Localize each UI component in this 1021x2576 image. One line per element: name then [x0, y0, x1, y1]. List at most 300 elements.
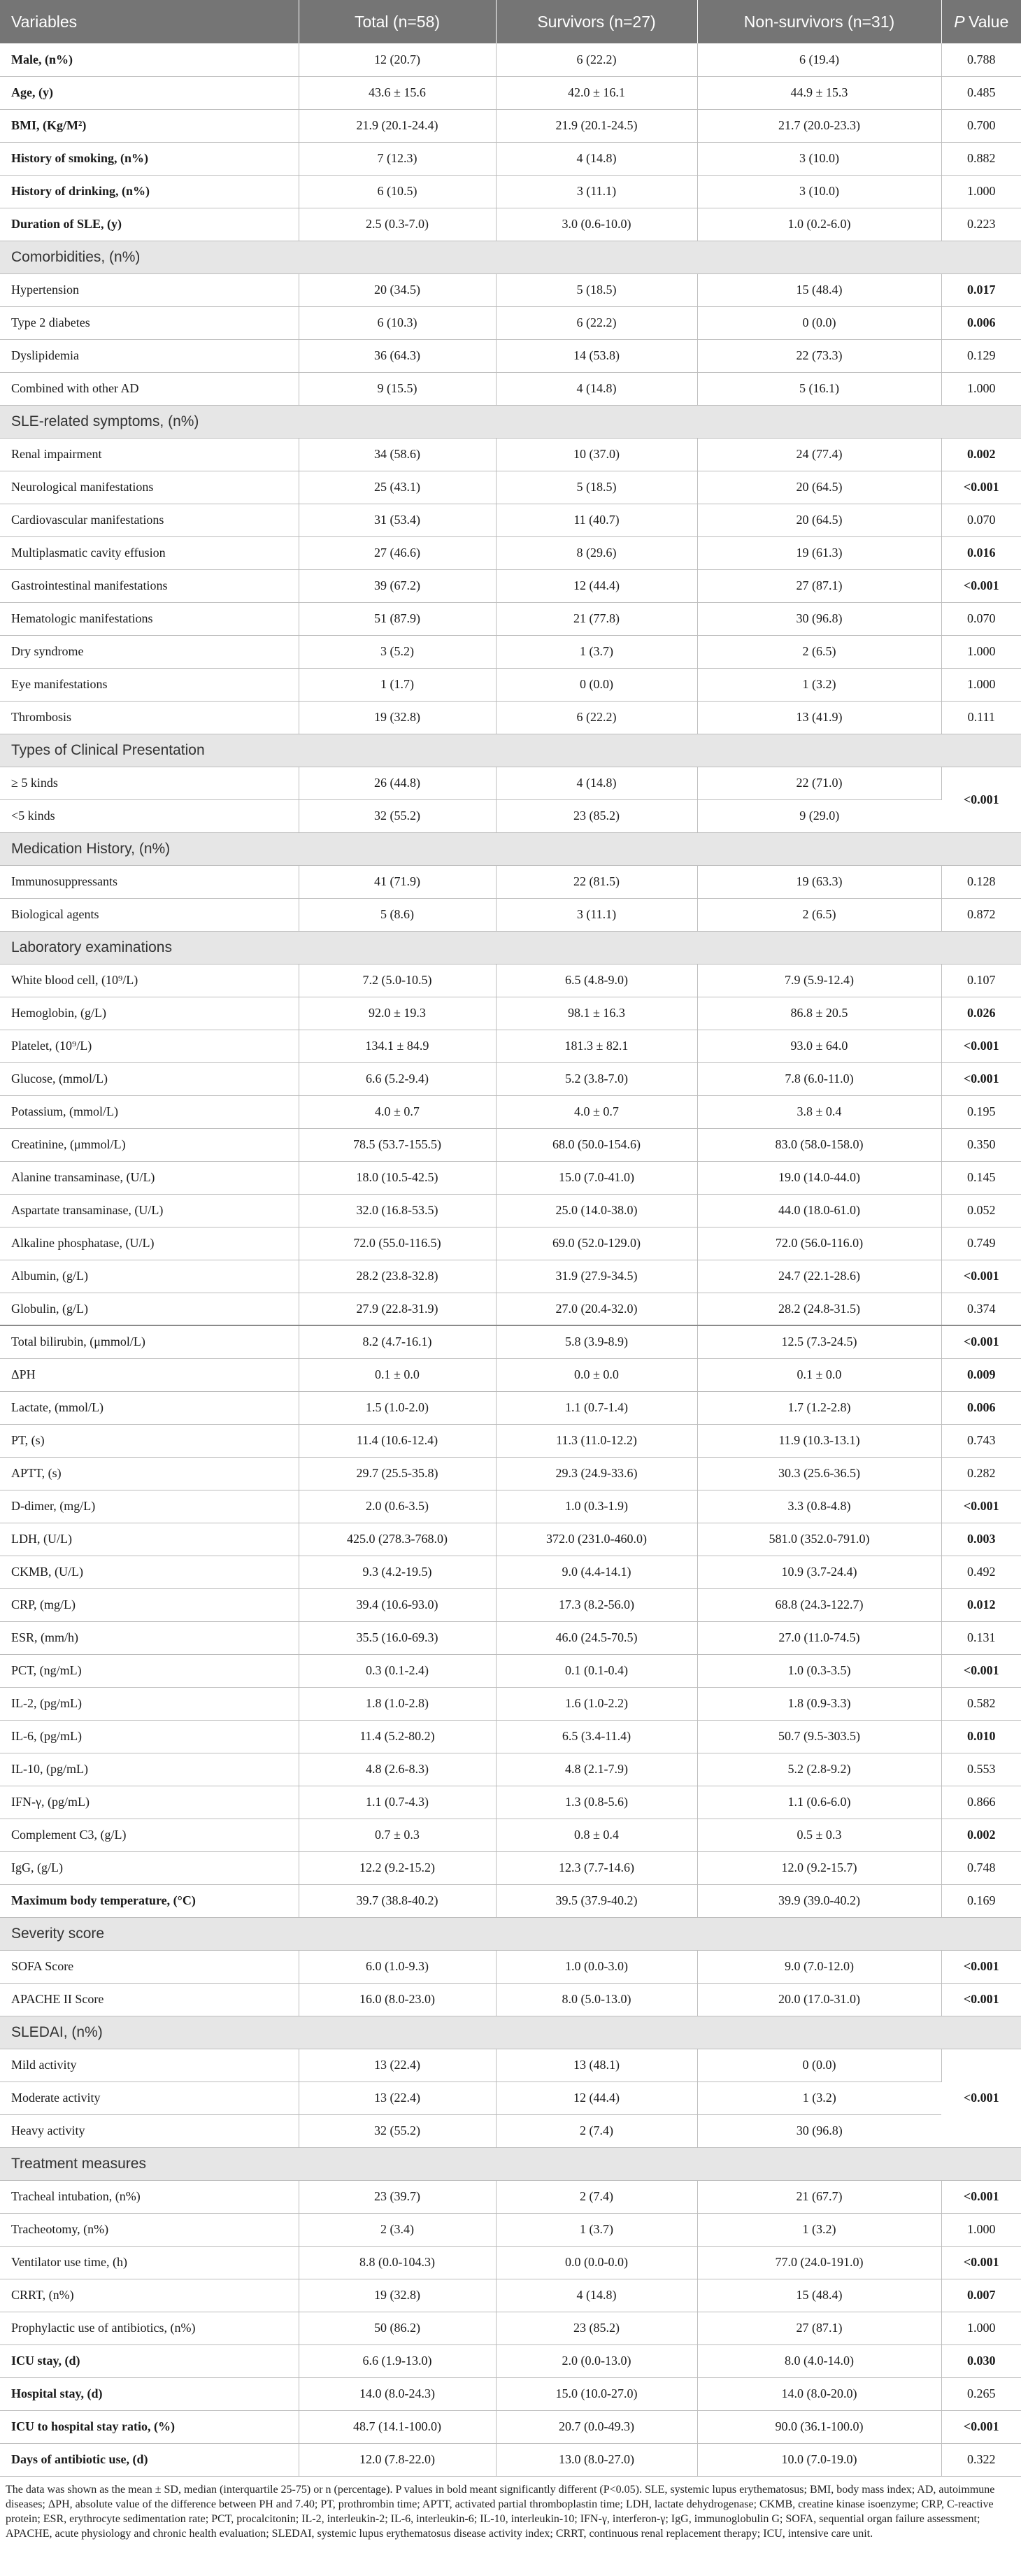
survivors-value: 25.0 (14.0-38.0)	[496, 1194, 697, 1227]
survivors-value: 6 (22.2)	[496, 43, 697, 76]
section-title-laboratory-examinations: Laboratory examinations	[0, 931, 1021, 964]
p-value: <0.001	[941, 1062, 1021, 1095]
variable-label: Immunosuppressants	[0, 865, 299, 898]
non-survivors-value: 13 (41.9)	[697, 701, 941, 734]
table-row	[0, 2082, 1021, 2114]
survivors-value: 6 (22.2)	[496, 306, 697, 339]
total-value: 12 (20.7)	[299, 43, 496, 76]
section-header-row	[0, 931, 1021, 964]
p-value: 0.350	[941, 1128, 1021, 1161]
total-value: 13 (22.4)	[299, 2082, 496, 2114]
total-value: 27.9 (22.8-31.9)	[299, 1293, 496, 1325]
header-non-survivors: Non-survivors (n=31)	[697, 0, 941, 43]
total-value: 1.5 (1.0-2.0)	[299, 1391, 496, 1424]
total-value: 43.6 ± 15.6	[299, 76, 496, 109]
non-survivors-value: 77.0 (24.0-191.0)	[697, 2246, 941, 2279]
p-value: <0.001	[941, 2246, 1021, 2279]
total-value: 5 (8.6)	[299, 898, 496, 931]
survivors-value: 6 (22.2)	[496, 701, 697, 734]
survivors-value: 29.3 (24.9-33.6)	[496, 1457, 697, 1490]
variable-label: Renal impairment	[0, 438, 299, 471]
p-value: <0.001	[941, 569, 1021, 602]
table-row	[0, 1983, 1021, 2016]
total-value: 11.4 (10.6-12.4)	[299, 1424, 496, 1457]
table-row	[0, 1325, 1021, 1358]
total-value: 39.4 (10.6-93.0)	[299, 1588, 496, 1621]
p-value: 0.007	[941, 2279, 1021, 2312]
table-row	[0, 273, 1021, 306]
p-value: 0.582	[941, 1687, 1021, 1720]
table-row	[0, 1227, 1021, 1260]
non-survivors-value: 0 (0.0)	[697, 306, 941, 339]
p-value: <0.001	[941, 1654, 1021, 1687]
total-value: 26 (44.8)	[299, 767, 496, 799]
variable-label: Hypertension	[0, 273, 299, 306]
variable-label: Combined with other AD	[0, 372, 299, 405]
section-header-row	[0, 832, 1021, 865]
total-value: 28.2 (23.8-32.8)	[299, 1260, 496, 1293]
variable-label: APTT, (s)	[0, 1457, 299, 1490]
non-survivors-value: 1.7 (1.2-2.8)	[697, 1391, 941, 1424]
total-value: 39.7 (38.8-40.2)	[299, 1884, 496, 1917]
total-value: 7 (12.3)	[299, 142, 496, 175]
table-row	[0, 175, 1021, 208]
variable-label: IL-10, (pg/mL)	[0, 1753, 299, 1786]
non-survivors-value: 0.1 ± 0.0	[697, 1358, 941, 1391]
p-value: 0.009	[941, 1358, 1021, 1391]
total-value: 6.0 (1.0-9.3)	[299, 1950, 496, 1983]
total-value: 4.8 (2.6-8.3)	[299, 1753, 496, 1786]
variable-label: White blood cell, (10⁹/L)	[0, 964, 299, 997]
p-value: 0.070	[941, 504, 1021, 536]
p-value: 0.016	[941, 536, 1021, 569]
variable-label: LDH, (U/L)	[0, 1523, 299, 1556]
p-value: 0.107	[941, 964, 1021, 997]
table-row	[0, 76, 1021, 109]
section-title-treatment-measures: Treatment measures	[0, 2147, 1021, 2180]
table-row	[0, 2279, 1021, 2312]
survivors-value: 11 (40.7)	[496, 504, 697, 536]
non-survivors-value: 10.9 (3.7-24.4)	[697, 1556, 941, 1588]
total-value: 8.2 (4.7-16.1)	[299, 1325, 496, 1358]
table-row	[0, 2377, 1021, 2410]
survivors-value: 46.0 (24.5-70.5)	[496, 1621, 697, 1654]
p-value: 0.265	[941, 2377, 1021, 2410]
table-row	[0, 1851, 1021, 1884]
variable-label: APACHE II Score	[0, 1983, 299, 2016]
table-row	[0, 2049, 1021, 2082]
total-value: 34 (58.6)	[299, 438, 496, 471]
total-value: 36 (64.3)	[299, 339, 496, 372]
non-survivors-value: 1 (3.2)	[697, 2082, 941, 2114]
non-survivors-value: 19 (61.3)	[697, 536, 941, 569]
table-row	[0, 1095, 1021, 1128]
table-row	[0, 1753, 1021, 1786]
total-value: 19 (32.8)	[299, 2279, 496, 2312]
section-title-sledai-n: SLEDAI, (n%)	[0, 2016, 1021, 2049]
variable-label: SOFA Score	[0, 1950, 299, 1983]
total-value: 51 (87.9)	[299, 602, 496, 635]
non-survivors-value: 19.0 (14.0-44.0)	[697, 1161, 941, 1194]
p-value: <0.001	[941, 471, 1021, 504]
variable-label: Creatinine, (μmmol/L)	[0, 1128, 299, 1161]
variable-label: Total bilirubin, (μmmol/L)	[0, 1325, 299, 1358]
table-row	[0, 1819, 1021, 1851]
survivors-value: 5.2 (3.8-7.0)	[496, 1062, 697, 1095]
section-title-severity-score: Severity score	[0, 1917, 1021, 1950]
survivors-value: 13 (48.1)	[496, 2049, 697, 2082]
variable-label: ΔPH	[0, 1358, 299, 1391]
total-value: 2 (3.4)	[299, 2213, 496, 2246]
survivors-value: 15.0 (7.0-41.0)	[496, 1161, 697, 1194]
survivors-value: 8.0 (5.0-13.0)	[496, 1983, 697, 2016]
non-survivors-value: 27 (87.1)	[697, 2312, 941, 2344]
total-value: 12.0 (7.8-22.0)	[299, 2443, 496, 2476]
p-value: 0.012	[941, 1588, 1021, 1621]
p-value: 0.195	[941, 1095, 1021, 1128]
total-value: 31 (53.4)	[299, 504, 496, 536]
total-value: 6 (10.5)	[299, 175, 496, 208]
non-survivors-value: 22 (71.0)	[697, 767, 941, 799]
table-row	[0, 2410, 1021, 2443]
survivors-value: 1.0 (0.0-3.0)	[496, 1950, 697, 1983]
variable-label: Maximum body temperature, (°C)	[0, 1884, 299, 1917]
non-survivors-value: 1.0 (0.2-6.0)	[697, 208, 941, 241]
non-survivors-value: 6 (19.4)	[697, 43, 941, 76]
non-survivors-value: 30.3 (25.6-36.5)	[697, 1457, 941, 1490]
total-value: 13 (22.4)	[299, 2049, 496, 2082]
total-value: 16.0 (8.0-23.0)	[299, 1983, 496, 2016]
p-value: 0.070	[941, 602, 1021, 635]
table-row	[0, 1062, 1021, 1095]
p-value: 0.749	[941, 1227, 1021, 1260]
variable-label: Tracheotomy, (n%)	[0, 2213, 299, 2246]
survivors-value: 17.3 (8.2-56.0)	[496, 1588, 697, 1621]
section-title-sle-related-symptoms-n: SLE-related symptoms, (n%)	[0, 405, 1021, 438]
p-value: 0.131	[941, 1621, 1021, 1654]
survivors-value: 1 (3.7)	[496, 635, 697, 668]
p-value: 0.010	[941, 1720, 1021, 1753]
survivors-value: 15.0 (10.0-27.0)	[496, 2377, 697, 2410]
total-value: 1 (1.7)	[299, 668, 496, 701]
survivors-value: 21 (77.8)	[496, 602, 697, 635]
non-survivors-value: 5 (16.1)	[697, 372, 941, 405]
variable-label: Cardiovascular manifestations	[0, 504, 299, 536]
variable-label: D-dimer, (mg/L)	[0, 1490, 299, 1523]
non-survivors-value: 72.0 (56.0-116.0)	[697, 1227, 941, 1260]
survivors-value: 1 (3.7)	[496, 2213, 697, 2246]
table-row	[0, 43, 1021, 76]
table-row	[0, 668, 1021, 701]
p-value: 0.485	[941, 76, 1021, 109]
p-value: <0.001	[941, 1325, 1021, 1358]
total-value: 32 (55.2)	[299, 799, 496, 832]
header-value-word: Value	[969, 12, 1009, 31]
total-value: 32 (55.2)	[299, 2114, 496, 2147]
variable-label: Ventilator use time, (h)	[0, 2246, 299, 2279]
variable-label: Eye manifestations	[0, 668, 299, 701]
total-value: 9 (15.5)	[299, 372, 496, 405]
table-row	[0, 438, 1021, 471]
table-row	[0, 1161, 1021, 1194]
p-value: 0.743	[941, 1424, 1021, 1457]
variable-label: Moderate activity	[0, 2082, 299, 2114]
header-survivors: Survivors (n=27)	[496, 0, 697, 43]
p-value: 0.002	[941, 1819, 1021, 1851]
p-value: 1.000	[941, 175, 1021, 208]
non-survivors-value: 50.7 (9.5-303.5)	[697, 1720, 941, 1753]
p-value: 0.026	[941, 997, 1021, 1030]
variable-label: Gastrointestinal manifestations	[0, 569, 299, 602]
non-survivors-value: 11.9 (10.3-13.1)	[697, 1424, 941, 1457]
total-value: 9.3 (4.2-19.5)	[299, 1556, 496, 1588]
variable-label: Hemoglobin, (g/L)	[0, 997, 299, 1030]
p-value: 0.882	[941, 142, 1021, 175]
survivors-value: 181.3 ± 82.1	[496, 1030, 697, 1062]
non-survivors-value: 15 (48.4)	[697, 273, 941, 306]
table-row	[0, 339, 1021, 372]
total-value: 18.0 (10.5-42.5)	[299, 1161, 496, 1194]
table-row	[0, 1391, 1021, 1424]
non-survivors-value: 21 (67.7)	[697, 2180, 941, 2213]
survivors-value: 69.0 (52.0-129.0)	[496, 1227, 697, 1260]
total-value: 2.5 (0.3-7.0)	[299, 208, 496, 241]
non-survivors-value: 1.1 (0.6-6.0)	[697, 1786, 941, 1819]
total-value: 27 (46.6)	[299, 536, 496, 569]
variable-label: ESR, (mm/h)	[0, 1621, 299, 1654]
variable-label: Glucose, (mmol/L)	[0, 1062, 299, 1095]
variable-label: <5 kinds	[0, 799, 299, 832]
survivors-value: 31.9 (27.9-34.5)	[496, 1260, 697, 1293]
section-title-types-of-clinical-presentation: Types of Clinical Presentation	[0, 734, 1021, 767]
header-total: Total (n=58)	[299, 0, 496, 43]
p-value: 0.748	[941, 1851, 1021, 1884]
survivors-value: 27.0 (20.4-32.0)	[496, 1293, 697, 1325]
total-value: 39 (67.2)	[299, 569, 496, 602]
non-survivors-value: 28.2 (24.8-31.5)	[697, 1293, 941, 1325]
table-row	[0, 767, 1021, 799]
variable-label: CKMB, (U/L)	[0, 1556, 299, 1588]
header-row	[0, 0, 1021, 43]
table-row	[0, 799, 1021, 832]
p-value: 0.003	[941, 1523, 1021, 1556]
p-value: <0.001	[941, 2049, 1021, 2147]
p-value: 1.000	[941, 635, 1021, 668]
table-row	[0, 1128, 1021, 1161]
variable-label: Prophylactic use of antibiotics, (n%)	[0, 2312, 299, 2344]
total-value: 21.9 (20.1-24.4)	[299, 109, 496, 142]
table-row	[0, 2114, 1021, 2147]
p-value: 0.111	[941, 701, 1021, 734]
total-value: 4.0 ± 0.7	[299, 1095, 496, 1128]
non-survivors-value: 12.0 (9.2-15.7)	[697, 1851, 941, 1884]
survivors-value: 1.3 (0.8-5.6)	[496, 1786, 697, 1819]
variable-label: History of drinking, (n%)	[0, 175, 299, 208]
non-survivors-value: 3.8 ± 0.4	[697, 1095, 941, 1128]
variable-label: Globulin, (g/L)	[0, 1293, 299, 1325]
p-value: 0.282	[941, 1457, 1021, 1490]
survivors-value: 0.8 ± 0.4	[496, 1819, 697, 1851]
non-survivors-value: 3 (10.0)	[697, 175, 941, 208]
p-value: 0.374	[941, 1293, 1021, 1325]
table-row	[0, 504, 1021, 536]
survivors-value: 4 (14.8)	[496, 372, 697, 405]
variable-label: Neurological manifestations	[0, 471, 299, 504]
total-value: 1.8 (1.0-2.8)	[299, 1687, 496, 1720]
header-p-letter: P	[954, 12, 964, 31]
non-survivors-value: 10.0 (7.0-19.0)	[697, 2443, 941, 2476]
section-header-row	[0, 2147, 1021, 2180]
survivors-value: 5.8 (3.9-8.9)	[496, 1325, 697, 1358]
variable-label: Dyslipidemia	[0, 339, 299, 372]
non-survivors-value: 7.8 (6.0-11.0)	[697, 1062, 941, 1095]
survivors-value: 13.0 (8.0-27.0)	[496, 2443, 697, 2476]
variable-label: ≥ 5 kinds	[0, 767, 299, 799]
table-row	[0, 635, 1021, 668]
table-row	[0, 1588, 1021, 1621]
non-survivors-value: 83.0 (58.0-158.0)	[697, 1128, 941, 1161]
p-value: 0.052	[941, 1194, 1021, 1227]
variable-label: Alkaline phosphatase, (U/L)	[0, 1227, 299, 1260]
survivors-value: 2 (7.4)	[496, 2180, 697, 2213]
table-row	[0, 1556, 1021, 1588]
table-row	[0, 2213, 1021, 2246]
survivors-value: 0.1 (0.1-0.4)	[496, 1654, 697, 1687]
non-survivors-value: 27.0 (11.0-74.5)	[697, 1621, 941, 1654]
section-header-row	[0, 241, 1021, 273]
p-value: 0.866	[941, 1786, 1021, 1819]
survivors-value: 372.0 (231.0-460.0)	[496, 1523, 697, 1556]
p-value: 0.322	[941, 2443, 1021, 2476]
survivors-value: 14 (53.8)	[496, 339, 697, 372]
variable-label: ICU to hospital stay ratio, (%)	[0, 2410, 299, 2443]
survivors-value: 20.7 (0.0-49.3)	[496, 2410, 697, 2443]
survivors-value: 12.3 (7.7-14.6)	[496, 1851, 697, 1884]
total-value: 72.0 (55.0-116.5)	[299, 1227, 496, 1260]
p-value: 0.700	[941, 109, 1021, 142]
p-value: 1.000	[941, 2213, 1021, 2246]
survivors-value: 98.1 ± 16.3	[496, 997, 697, 1030]
p-value: 0.129	[941, 339, 1021, 372]
total-value: 35.5 (16.0-69.3)	[299, 1621, 496, 1654]
variable-label: CRP, (mg/L)	[0, 1588, 299, 1621]
variable-label: Duration of SLE, (y)	[0, 208, 299, 241]
survivors-value: 9.0 (4.4-14.1)	[496, 1556, 697, 1588]
p-value: <0.001	[941, 1950, 1021, 1983]
table-row	[0, 1523, 1021, 1556]
table-row	[0, 1030, 1021, 1062]
total-value: 14.0 (8.0-24.3)	[299, 2377, 496, 2410]
table-row	[0, 536, 1021, 569]
non-survivors-value: 1 (3.2)	[697, 668, 941, 701]
non-survivors-value: 1.0 (0.3-3.5)	[697, 1654, 941, 1687]
non-survivors-value: 20.0 (17.0-31.0)	[697, 1983, 941, 2016]
survivors-value: 8 (29.6)	[496, 536, 697, 569]
p-value: <0.001	[941, 1983, 1021, 2016]
total-value: 7.2 (5.0-10.5)	[299, 964, 496, 997]
table-row	[0, 1358, 1021, 1391]
variable-label: BMI, (Kg/M²)	[0, 109, 299, 142]
variable-label: Days of antibiotic use, (d)	[0, 2443, 299, 2476]
non-survivors-value: 86.8 ± 20.5	[697, 997, 941, 1030]
variable-label: Platelet, (10⁹/L)	[0, 1030, 299, 1062]
survivors-value: 3 (11.1)	[496, 898, 697, 931]
p-value: 0.492	[941, 1556, 1021, 1588]
survivors-value: 4 (14.8)	[496, 2279, 697, 2312]
variable-label: PCT, (ng/mL)	[0, 1654, 299, 1687]
survivors-value: 4.0 ± 0.7	[496, 1095, 697, 1128]
table-row	[0, 2443, 1021, 2476]
survivors-value: 6.5 (4.8-9.0)	[496, 964, 697, 997]
p-value: 1.000	[941, 2312, 1021, 2344]
non-survivors-value: 14.0 (8.0-20.0)	[697, 2377, 941, 2410]
survivors-value: 42.0 ± 16.1	[496, 76, 697, 109]
total-value: 19 (32.8)	[299, 701, 496, 734]
table-row	[0, 1654, 1021, 1687]
section-header-row	[0, 1917, 1021, 1950]
total-value: 50 (86.2)	[299, 2312, 496, 2344]
non-survivors-value: 21.7 (20.0-23.3)	[697, 109, 941, 142]
total-value: 6.6 (1.9-13.0)	[299, 2344, 496, 2377]
survivors-value: 0 (0.0)	[496, 668, 697, 701]
table-row	[0, 569, 1021, 602]
total-value: 425.0 (278.3-768.0)	[299, 1523, 496, 1556]
non-survivors-value: 1 (3.2)	[697, 2213, 941, 2246]
p-value: 0.006	[941, 1391, 1021, 1424]
variable-label: PT, (s)	[0, 1424, 299, 1457]
non-survivors-value: 7.9 (5.9-12.4)	[697, 964, 941, 997]
non-survivors-value: 0.5 ± 0.3	[697, 1819, 941, 1851]
survivors-value: 68.0 (50.0-154.6)	[496, 1128, 697, 1161]
table-row	[0, 701, 1021, 734]
survivors-value: 4.8 (2.1-7.9)	[496, 1753, 697, 1786]
table-row	[0, 306, 1021, 339]
variable-label: Alanine transaminase, (U/L)	[0, 1161, 299, 1194]
table-row	[0, 1950, 1021, 1983]
header-variables: Variables	[0, 0, 299, 43]
non-survivors-value: 93.0 ± 64.0	[697, 1030, 941, 1062]
p-value: 0.145	[941, 1161, 1021, 1194]
table-footnote: The data was shown as the mean ± SD, median (interquartile 25-75) or n (percentage). P values in bold meant significantly different (P<0.05). SLE, systemic lupus erythematosus; BMI, body mass index; AD, autoimmune diseases; ΔPH, absolute value of the difference between PH and 7.40; PT, prothrombin time; APTT, activated partial thromboplastin time; LDH, lactate dehydrogenase; CKMB, creatine kinase isoenzyme; CRP, C-reactive protein; ESR, erythrocyte sedimentation rate; PCT, procalcitonin; IL-2, interleukin-2; IL-6, interleukin-6; IL-10, interleukin-10; IFN-γ, interferon-γ; IgG, immunoglobulin G; SOFA, sequential organ failure assessment; APACHE, acute physiology and chronic health evaluation; SLEDAI, systemic lupus erythematosus disease activity index; CRRT, continuous renal replacement therapy; ICU, intensive care unit.	[0, 2477, 1021, 2541]
variable-label: Tracheal intubation, (n%)	[0, 2180, 299, 2213]
p-value: 0.006	[941, 306, 1021, 339]
p-value: 0.553	[941, 1753, 1021, 1786]
non-survivors-value: 24.7 (22.1-28.6)	[697, 1260, 941, 1293]
non-survivors-value: 8.0 (4.0-14.0)	[697, 2344, 941, 2377]
survivors-value: 4 (14.8)	[496, 767, 697, 799]
variable-label: Age, (y)	[0, 76, 299, 109]
table-row	[0, 109, 1021, 142]
variable-label: Hospital stay, (d)	[0, 2377, 299, 2410]
non-survivors-value: 9 (29.0)	[697, 799, 941, 832]
survivors-value: 4 (14.8)	[496, 142, 697, 175]
survivors-value: 0.0 ± 0.0	[496, 1358, 697, 1391]
section-header-row	[0, 405, 1021, 438]
variable-label: Male, (n%)	[0, 43, 299, 76]
total-value: 11.4 (5.2-80.2)	[299, 1720, 496, 1753]
variable-label: Aspartate transaminase, (U/L)	[0, 1194, 299, 1227]
total-value: 78.5 (53.7-155.5)	[299, 1128, 496, 1161]
total-value: 134.1 ± 84.9	[299, 1030, 496, 1062]
table-row	[0, 1293, 1021, 1325]
variable-label: IL-6, (pg/mL)	[0, 1720, 299, 1753]
table-row	[0, 1621, 1021, 1654]
table-row	[0, 1884, 1021, 1917]
survivors-value: 2 (7.4)	[496, 2114, 697, 2147]
total-value: 3 (5.2)	[299, 635, 496, 668]
non-survivors-value: 24 (77.4)	[697, 438, 941, 471]
section-title-comorbidities-n: Comorbidities, (n%)	[0, 241, 1021, 273]
